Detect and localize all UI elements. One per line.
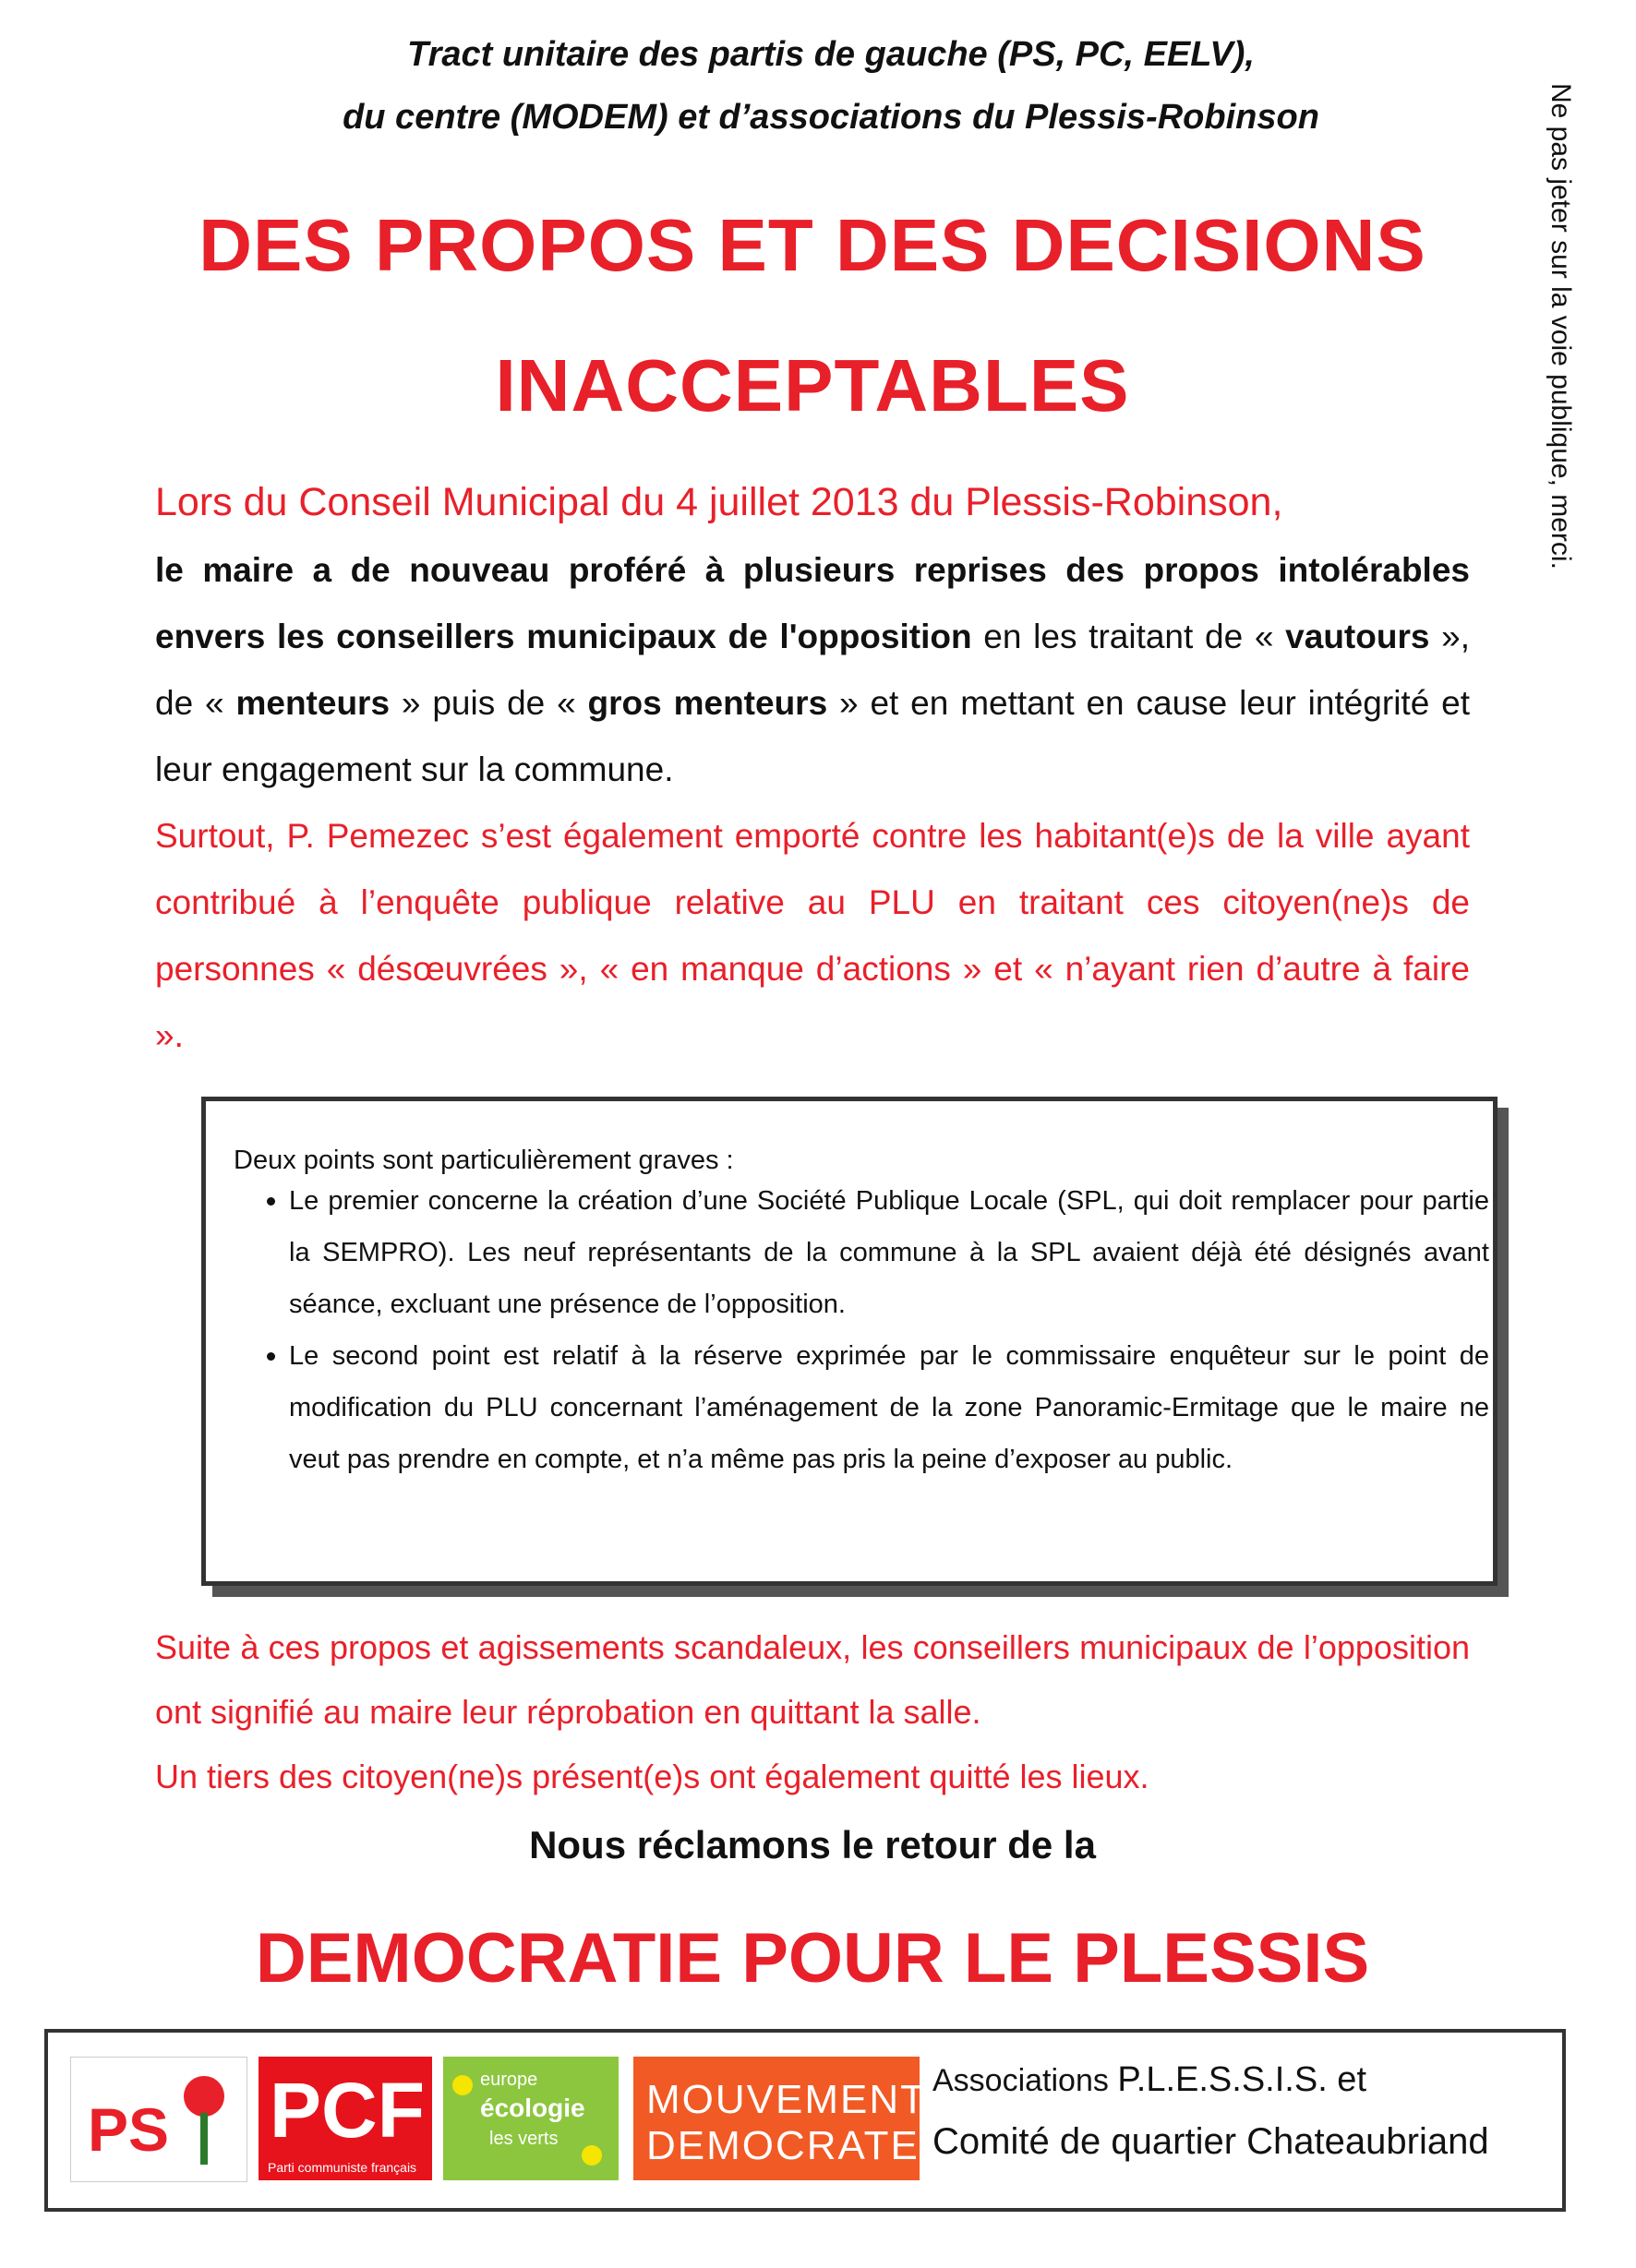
box-lead: Deux points sont particulièrement graves : (234, 1146, 734, 1175)
modem-text-1: MOUVEMENT (646, 2077, 927, 2122)
eelv-text-1: europe (480, 2070, 538, 2090)
key-points-box (201, 1097, 1498, 1586)
para1-text-3: », de « (155, 618, 1471, 722)
associations-label: Associations (932, 2063, 1118, 2098)
title-line-2: INACCEPTABLES (495, 344, 1130, 426)
para1-text-5: » et en mettant en cause leur intégrité et leur engagement sur la commune. (155, 684, 1471, 788)
header-line-2: du centre (MODEM) et d’associations du Plessis-Robinson (343, 98, 1319, 137)
sunflower-icon (452, 2075, 473, 2095)
paragraph-2: Surtout, P. Pemezec s’est également emporté contre les habitant(e)s de la ville ayant contribué à l’enquête publique relative au PLU en traitant ces citoyen(ne)s de personnes « désœuvrées », « en manque d’actions » et « n’ayant rien d’autre à faire ». (155, 817, 1470, 1054)
final-title: DEMOCRATIE POUR LE PLESSIS (255, 1919, 1370, 1998)
eelv-text-3: les verts (489, 2129, 559, 2149)
paragraph-4: Un tiers des citoyen(ne)s présent(e)s ont également quitté les lieux. (155, 1758, 1149, 1795)
associations-name: P.L.E.S.S.I.S. et (1117, 2060, 1367, 2099)
eelv-text-2: écologie (480, 2094, 585, 2122)
para1-bold: le maire a de nouveau proféré à plusieurs reprises des propos intolérables envers les conseillers municipaux de l'opposition (155, 551, 1470, 655)
associations-line-2: Comité de quartier Chateaubriand (932, 2121, 1489, 2162)
pcf-logo-text: PCF (270, 2067, 425, 2154)
paragraph-1 (155, 537, 1470, 803)
reclame-line: Nous réclamons le retour de la (529, 1823, 1096, 1866)
intro-line: Lors du Conseil Municipal du 4 juillet 2013 du Plessis-Robinson, (155, 480, 1283, 524)
box-points-list (250, 1175, 1489, 1485)
para1-word-gros-menteurs: gros menteurs (587, 684, 828, 722)
para1-word-vautours: vautours (1285, 618, 1430, 655)
pcf-logo (259, 2057, 432, 2180)
header-line-1: Tract unitaire des partis de gauche (PS, PC, EELV), (407, 35, 1255, 74)
para1-word-menteurs: menteurs (235, 684, 391, 722)
pcf-logo-subtitle: Parti communiste français (268, 2160, 417, 2175)
modem-logo (633, 2057, 927, 2180)
logos-bar (44, 2029, 1566, 2212)
rose-icon (184, 2076, 224, 2117)
para1-text-4: » puis de « (390, 684, 588, 722)
ps-logo (70, 2057, 247, 2182)
associations-line-1 (932, 2060, 1366, 2100)
modem-text-2: DEMOCRATE (646, 2123, 920, 2168)
box-point-1: • Le premier concerne la création d’une Société Publique Locale (SPL, qui doit remplacer pour partie la SEMPRO). Les neuf représentants de la commune à la SPL avaient déjà été désignés avant séance, excluant une présence de l’opposition. (289, 1175, 1489, 1330)
box-point-2: • Le second point est relatif à la réserve exprimée par le commissaire enquêteur sur le point de modification du PLU concernant l’aménagement de la zone Panoramic-Ermitage que le maire ne veut pas prendre en compte, et n’a même pas pris la peine d’exposer au public. (289, 1330, 1489, 1485)
title-line-1: DES PROPOS ET DES DECISIONS (198, 204, 1426, 286)
side-note: Ne pas jeter sur la voie publique, merci. (1546, 83, 1576, 570)
rose-stem-icon (200, 2113, 208, 2165)
eelv-logo (443, 2057, 619, 2180)
ps-logo-text: PS (88, 2095, 170, 2164)
para1-text-2: en les traitant de « (971, 618, 1286, 655)
sunflower-icon (582, 2145, 602, 2166)
paragraph-3: Suite à ces propos et agissements scandaleux, les conseillers municipaux de l’opposition ont signifié au maire leur réprobation en quittant la salle. (155, 1628, 1470, 1731)
